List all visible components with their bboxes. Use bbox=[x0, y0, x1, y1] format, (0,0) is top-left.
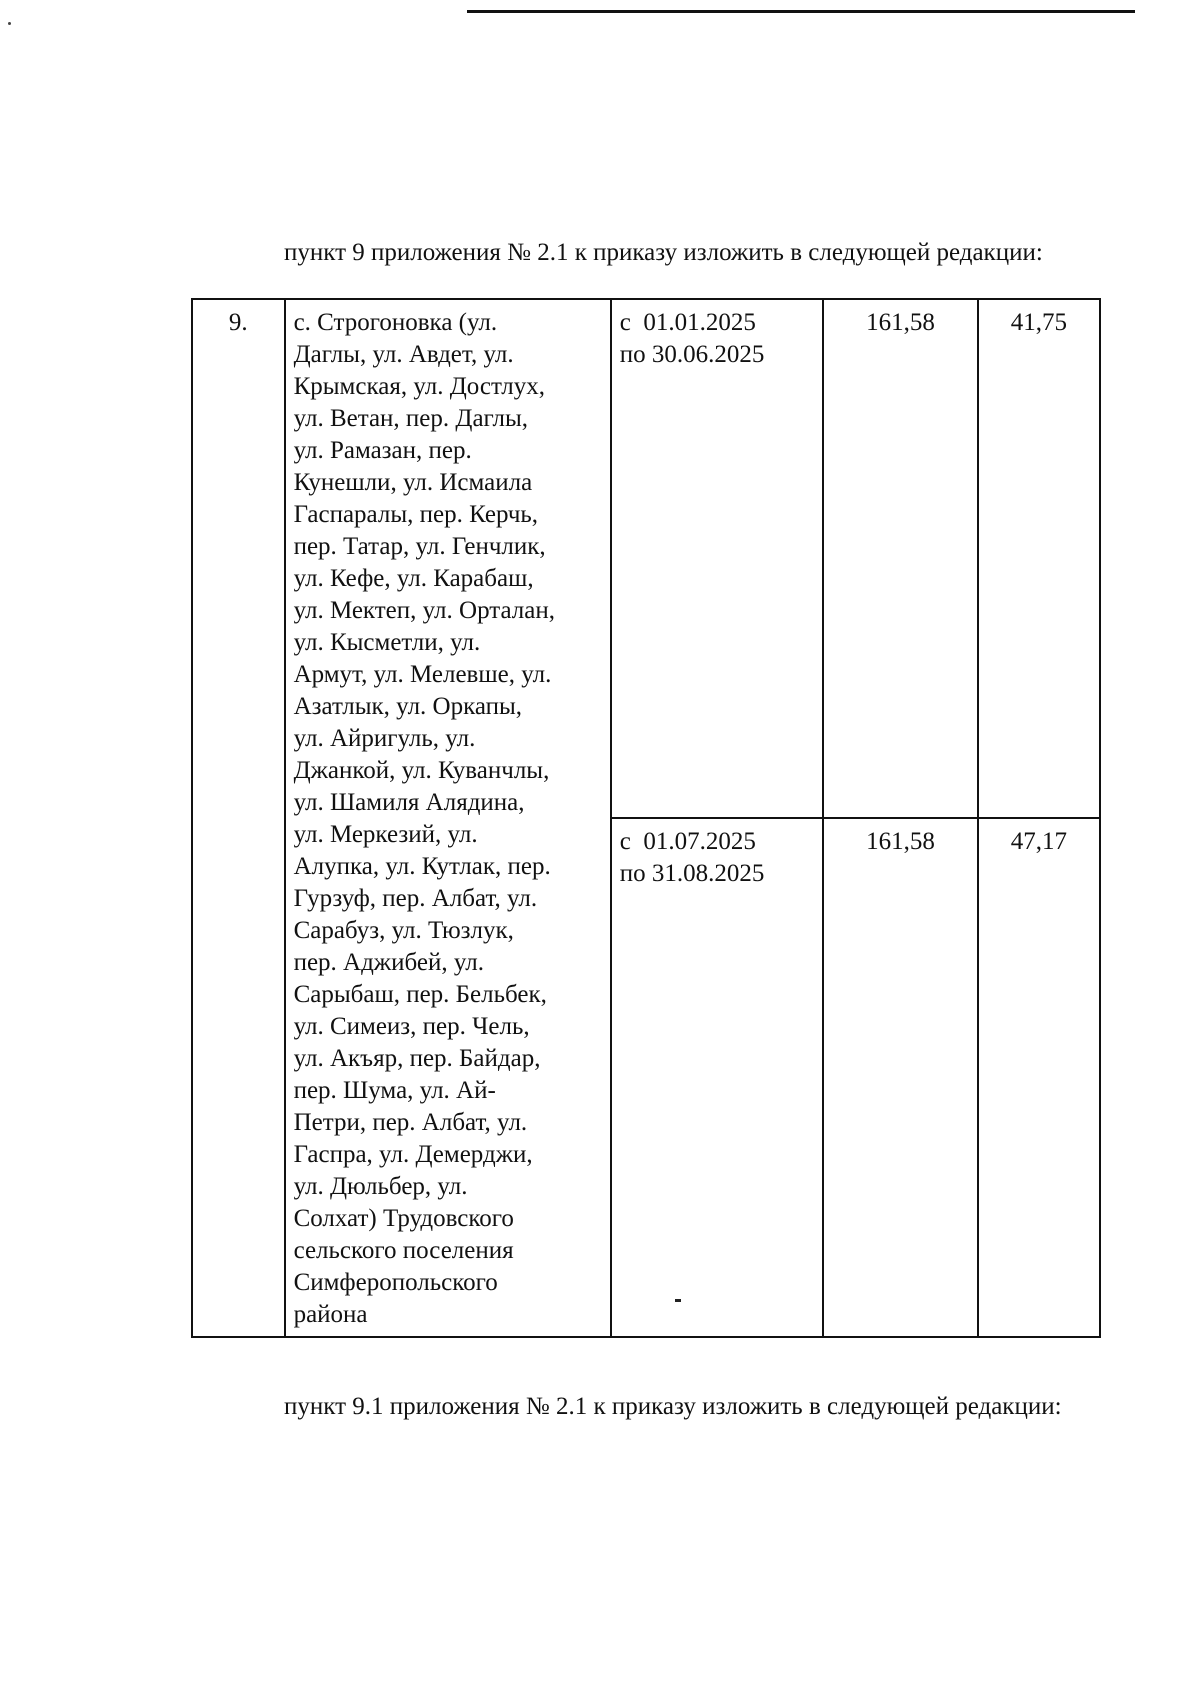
address-line: Крымская, ул. Достлух, bbox=[293, 373, 545, 400]
address-line: Солхат) Трудовского bbox=[293, 1205, 514, 1232]
address-line: пер. Аджибей, ул. bbox=[293, 949, 484, 976]
row-number-cell bbox=[192, 299, 285, 1337]
address-line: пер. Шума, ул. Ай- bbox=[293, 1077, 496, 1104]
address-line: сельского поселения bbox=[293, 1237, 514, 1264]
value-a: 161,58 bbox=[866, 828, 935, 855]
address-line: ул. Шамиля Алядина, bbox=[293, 789, 525, 816]
address-line: ул. Симеиз, пер. Чель, bbox=[293, 1013, 530, 1040]
address-line: ул. Кысметли, ул. bbox=[293, 629, 481, 656]
intro-paragraph: пункт 9 приложения № 2.1 к приказу изложить в следующей редакции: bbox=[284, 239, 1043, 266]
address-line: Кунешли, ул. Исмаила bbox=[293, 469, 533, 496]
scan-mark bbox=[675, 1299, 681, 1302]
address-line: Гурзуф, пер. Албат, ул. bbox=[293, 885, 538, 912]
value-a-cell bbox=[823, 299, 977, 818]
table-row bbox=[192, 299, 1100, 818]
address-line: района bbox=[293, 1301, 368, 1328]
address-line: Гаспаралы, пер. Керчь, bbox=[293, 501, 539, 528]
value-b: 41,75 bbox=[1010, 309, 1067, 336]
closing-paragraph: пункт 9.1 приложения № 2.1 к приказу изложить в следующей редакции: bbox=[284, 1393, 1062, 1420]
address-line: Алупка, ул. Кутлак, пер. bbox=[293, 853, 551, 880]
period-start: с 01.01.2025 bbox=[619, 309, 756, 336]
period-end: по 31.08.2025 bbox=[619, 860, 765, 887]
address-line: ул. Акъяр, пер. Байдар, bbox=[293, 1045, 541, 1072]
address-line: ул. Дюльбер, ул. bbox=[293, 1173, 468, 1200]
top-rule bbox=[467, 10, 1135, 13]
address-line: Даглы, ул. Авдет, ул. bbox=[293, 341, 514, 368]
tariff-table bbox=[191, 298, 1101, 1338]
value-b-cell bbox=[978, 818, 1100, 1337]
address-line: Сарыбаш, пер. Бельбек, bbox=[293, 981, 547, 1008]
period-start: с 01.07.2025 bbox=[619, 828, 756, 855]
address-line: Сарабуз, ул. Тюзлук, bbox=[293, 917, 514, 944]
row-number: 9. bbox=[228, 309, 248, 336]
address-line: Петри, пер. Албат, ул. bbox=[293, 1109, 528, 1136]
address-line: Джанкой, ул. Куванчлы, bbox=[293, 757, 550, 784]
address-line: ул. Мектеп, ул. Орталан, bbox=[293, 597, 556, 624]
address-line: с. Строгоновка (ул. bbox=[293, 309, 498, 336]
address-line: Армут, ул. Мелевше, ул. bbox=[293, 661, 552, 688]
value-b: 47,17 bbox=[1010, 828, 1067, 855]
address-line: ул. Айригуль, ул. bbox=[293, 725, 476, 752]
address-line: Симферопольского bbox=[293, 1269, 498, 1296]
address-line: ул. Ветан, пер. Даглы, bbox=[293, 405, 529, 432]
value-a-cell bbox=[823, 818, 977, 1337]
period-cell bbox=[611, 818, 824, 1337]
address-line: ул. Меркезий, ул. bbox=[293, 821, 478, 848]
period-end: по 30.06.2025 bbox=[619, 341, 765, 368]
address-line: Азатлык, ул. Оркапы, bbox=[293, 693, 523, 720]
address-line: Гаспра, ул. Демерджи, bbox=[293, 1141, 533, 1168]
scan-speck bbox=[8, 22, 11, 25]
address-line: ул. Кефе, ул. Карабаш, bbox=[293, 565, 534, 592]
value-b-cell bbox=[978, 299, 1100, 818]
address-line: ул. Рамазан, пер. bbox=[293, 437, 472, 464]
address-line: пер. Татар, ул. Генчлик, bbox=[293, 533, 546, 560]
value-a: 161,58 bbox=[866, 309, 935, 336]
period-cell bbox=[611, 299, 824, 818]
address-cell bbox=[285, 299, 611, 1337]
